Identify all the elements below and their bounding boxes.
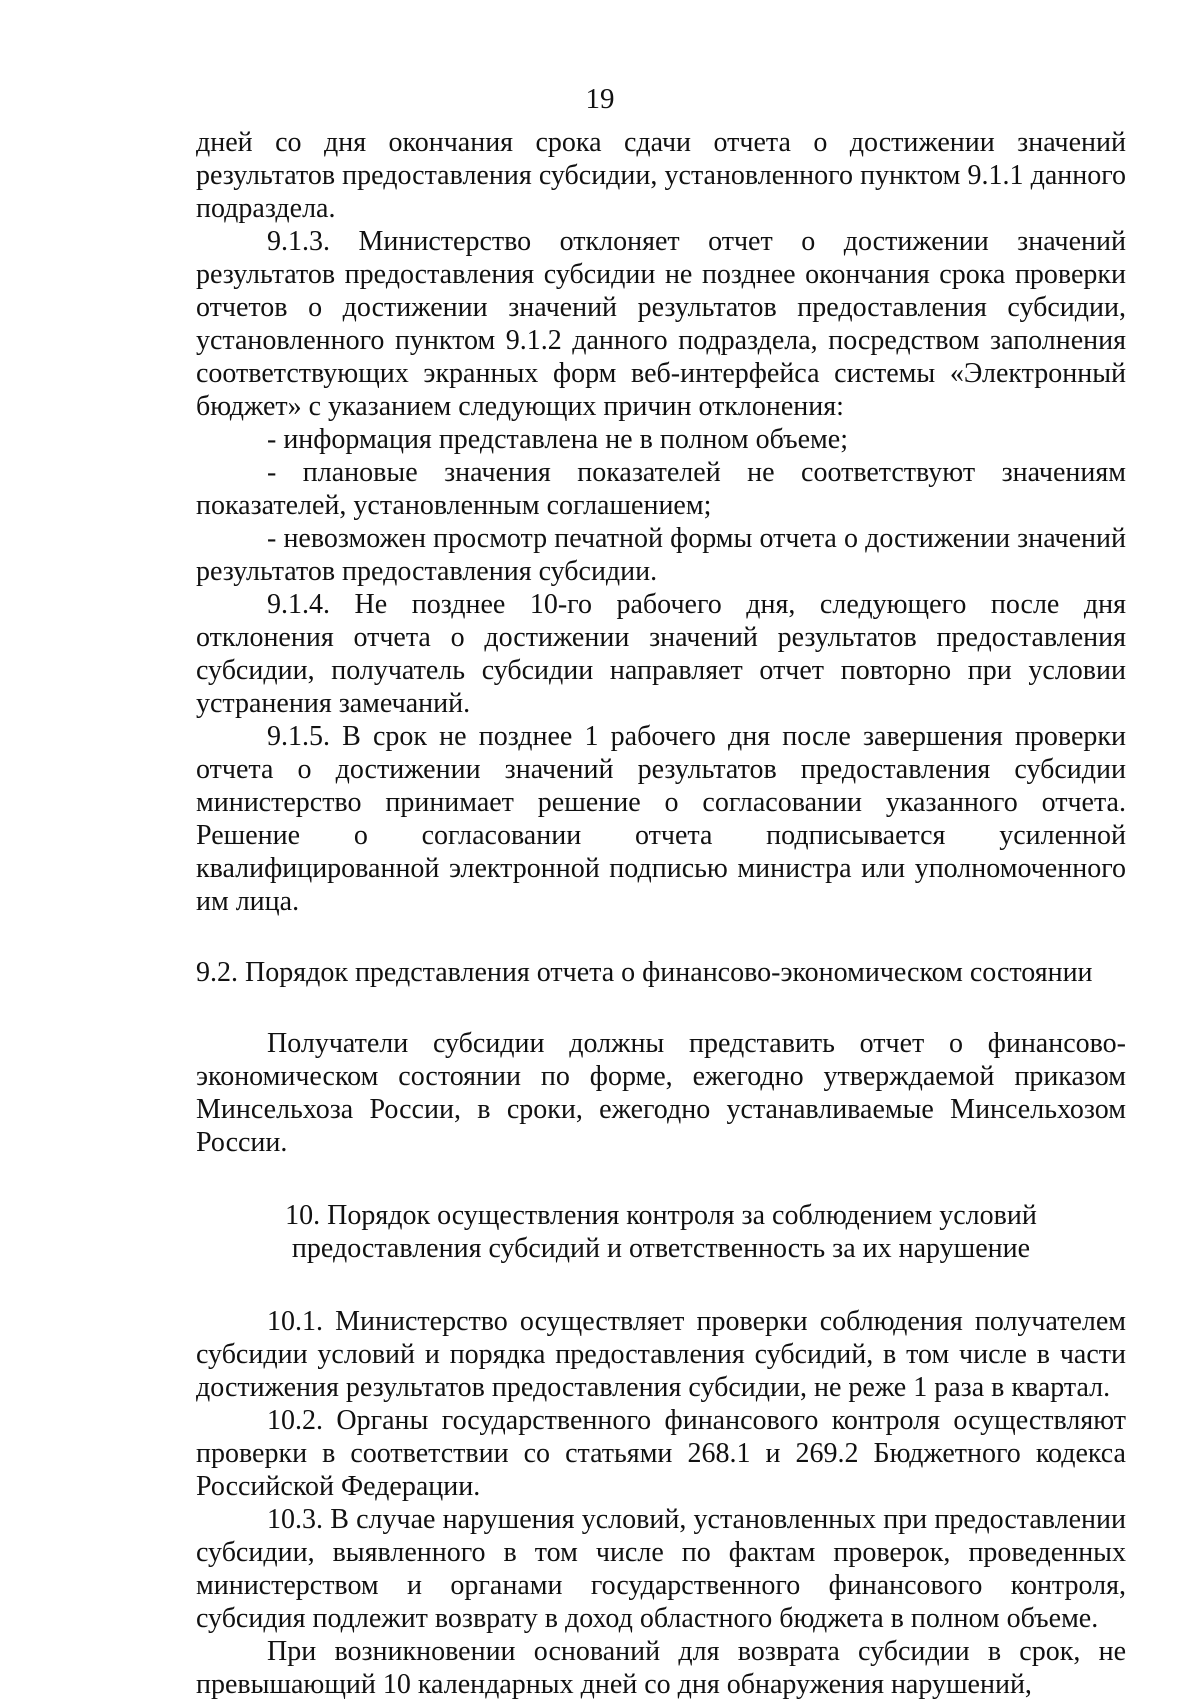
paragraph-9-1-5: 9.1.5. В срок не позднее 1 рабочего дня после завершения проверки отчета о достижении значений результатов предоставления субсидии министерство принимает решение о согласовании указанного отчета. Решение о согласовании отчета подписывается усиленной квалифицированной электронной подписью министра или уполномоченного им лица.	[196, 721, 1126, 917]
paragraph-10-1: 10.1. Министерство осуществляет проверки соблюдения получателем субсидии условий и порядка предоставления субсидий, в том числе в части достижения результатов предоставления субсидии, не реже 1 раза в квартал.	[196, 1306, 1126, 1403]
paragraph-9-2-body: Получатели субсидии должны представить отчет о финансово-экономическом состоянии по форме, ежегодно утверждаемой приказом Минсельхоза России, в сроки, ежегодно устанавливаемые Минсельхозом России.	[196, 1028, 1126, 1158]
paragraph-9-1-4: 9.1.4. Не позднее 10-го рабочего дня, следующего после дня отклонения отчета о достижении значений результатов предоставления субсидии, получатель субсидии направляет отчет повторно при условии устранения замечаний.	[196, 589, 1126, 719]
list-item-incomplete-info: - информация представлена не в полном объеме;	[267, 424, 848, 455]
document-body	[196, 126, 1126, 1701]
paragraph-return-grounds: При возникновении оснований для возврата субсидии в срок, не превышающий 10 календарных дней со дня обнаружения нарушений,	[196, 1636, 1126, 1700]
page-number: 19	[585, 83, 615, 115]
list-item-values-mismatch: - плановые значения показателей не соответствуют значениям показателей, установленным соглашением;	[196, 457, 1126, 521]
paragraph-9-1-3: 9.1.3. Министерство отклоняет отчет о достижении значений результатов предоставления субсидии не позднее окончания срока проверки отчетов о достижении значений результатов предоставления субсидии, установленного пунктом 9.1.2 данного подраздела, посредством заполнения соответствующих экранных форм веб-интерфейса системы «Электронный бюджет» с указанием следующих причин отклонения:	[196, 226, 1126, 422]
paragraph-10-3: 10.3. В случае нарушения условий, установленных при предоставлении субсидии, выявленного в том числе по фактам проверок, проведенных министерством и органами государственного финансового контроля, субсидия подлежит возврату в доход областного бюджета в полном объеме.	[196, 1504, 1126, 1634]
section-heading-10-line-2: предоставления субсидий и ответственность за их нарушение	[291, 1233, 1031, 1264]
paragraph-10-2: 10.2. Органы государственного финансового контроля осуществляют проверки в соответствии со статьями 268.1 и 269.2 Бюджетного кодекса Российской Федерации.	[196, 1405, 1126, 1502]
section-heading-10	[196, 1199, 1126, 1265]
paragraph-continuation: дней со дня окончания срока сдачи отчета о достижении значений результатов предоставления субсидии, установленного пунктом 9.1.1 данного подраздела.	[196, 127, 1126, 224]
list-item-print-form-unavailable: - невозможен просмотр печатной формы отчета о достижении значений результатов предоставления субсидии.	[196, 523, 1126, 587]
section-heading-9-2: 9.2. Порядок представления отчета о финансово-экономическом состоянии	[196, 957, 1093, 988]
section-heading-10-line-1: 10. Порядок осуществления контроля за соблюдением условий	[285, 1200, 1037, 1231]
